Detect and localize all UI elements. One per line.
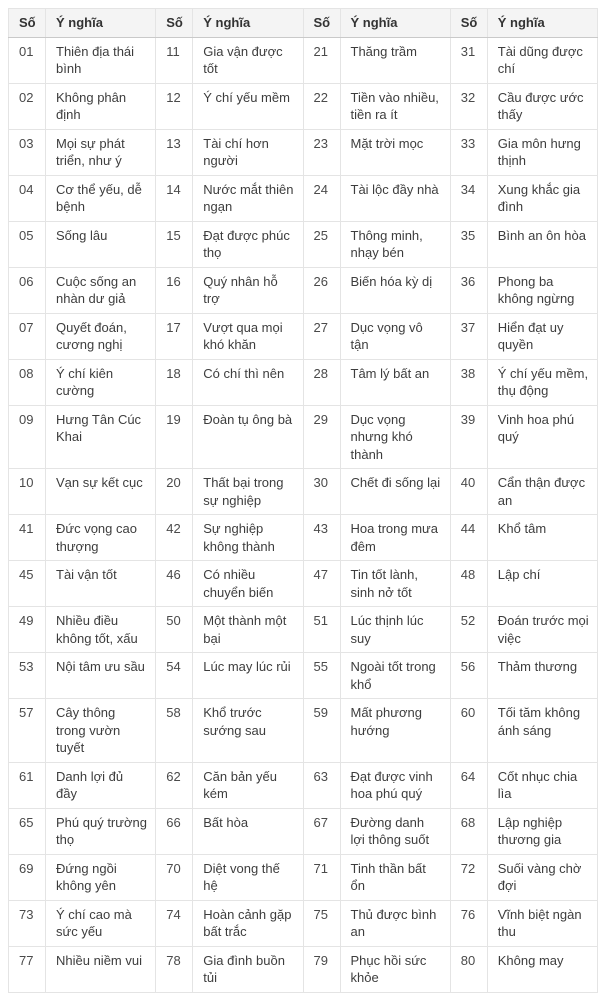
number-cell: 49 [9,607,46,653]
number-cell: 40 [450,469,487,515]
meaning-cell: Tin tốt lành, sinh nở tốt [340,561,450,607]
meaning-cell: Nhiều điều không tốt, xấu [46,607,156,653]
meaning-cell: Lập chí [487,561,597,607]
meaning-cell: Tài dũng được chí [487,37,597,83]
number-cell: 18 [156,359,193,405]
meaning-cell: Mặt trời mọc [340,129,450,175]
meaning-cell: Hiển đạt uy quyền [487,313,597,359]
number-cell: 65 [9,808,46,854]
number-cell: 35 [450,221,487,267]
meaning-cell: Thảm thương [487,653,597,699]
number-cell: 41 [9,515,46,561]
number-cell: 19 [156,405,193,469]
meaning-cell: Hoàn cảnh gặp bất trắc [193,900,303,946]
number-cell: 55 [303,653,340,699]
meaning-cell: Ý chí yếu mềm [193,83,303,129]
number-cell: 67 [303,808,340,854]
number-cell: 77 [9,946,46,992]
meaning-cell: Đạt được vinh hoa phú quý [340,762,450,808]
meaning-cell: Sống lâu [46,221,156,267]
meaning-cell: Vĩnh biệt ngàn thu [487,900,597,946]
meaning-cell: Cơ thể yếu, dễ bệnh [46,175,156,221]
header-cell-meaning: Ý nghĩa [487,9,597,38]
meaning-cell: Ý chí yếu mềm, thụ động [487,359,597,405]
meaning-cell: Nội tâm ưu sầu [46,653,156,699]
number-cell: 57 [9,699,46,763]
meaning-cell: Phục hồi sức khỏe [340,946,450,992]
number-cell: 74 [156,900,193,946]
table-row [9,405,598,469]
table-row [9,469,598,515]
number-cell: 63 [303,762,340,808]
meaning-cell: Đứng ngồi không yên [46,854,156,900]
table-row [9,561,598,607]
meaning-cell: Tài chí hơn người [193,129,303,175]
meaning-cell: Thủ được bình an [340,900,450,946]
number-cell: 66 [156,808,193,854]
meaning-cell: Sự nghiệp không thành [193,515,303,561]
meaning-cell: Lập nghiệp thương gia [487,808,597,854]
table-row [9,313,598,359]
number-cell: 51 [303,607,340,653]
number-cell: 13 [156,129,193,175]
table-row [9,900,598,946]
number-cell: 01 [9,37,46,83]
number-cell: 22 [303,83,340,129]
meaning-cell: Hoa trong mưa đêm [340,515,450,561]
meaning-cell: Dục vọng vô tận [340,313,450,359]
number-cell: 33 [450,129,487,175]
number-cell: 16 [156,267,193,313]
meaning-cell: Đoán trước mọi việc [487,607,597,653]
number-cell: 36 [450,267,487,313]
table-row [9,515,598,561]
number-cell: 79 [303,946,340,992]
number-cell: 68 [450,808,487,854]
number-cell: 14 [156,175,193,221]
meaning-cell: Thất bại trong sự nghiệp [193,469,303,515]
meaning-cell: Vượt qua mọi khó khăn [193,313,303,359]
number-cell: 53 [9,653,46,699]
number-cell: 39 [450,405,487,469]
meaning-cell: Gia môn hưng thịnh [487,129,597,175]
meaning-cell: Mọi sự phát triển, như ý [46,129,156,175]
header-cell-number: Số [9,9,46,38]
header-cell-number: Số [156,9,193,38]
header-cell-meaning: Ý nghĩa [46,9,156,38]
number-cell: 12 [156,83,193,129]
meaning-cell: Biến hóa kỳ dị [340,267,450,313]
number-cell: 21 [303,37,340,83]
number-cell: 24 [303,175,340,221]
meaning-cell: Chết đi sống lại [340,469,450,515]
number-cell: 28 [303,359,340,405]
number-cell: 71 [303,854,340,900]
meaning-cell: Danh lợi đủ đầy [46,762,156,808]
meaning-cell: Cốt nhục chia lìa [487,762,597,808]
header-cell-number: Số [450,9,487,38]
header-row [9,9,598,38]
meaning-cell: Phú quý trường thọ [46,808,156,854]
number-cell: 78 [156,946,193,992]
number-cell: 37 [450,313,487,359]
meaning-cell: Quyết đoán, cương nghị [46,313,156,359]
number-cell: 54 [156,653,193,699]
number-cell: 03 [9,129,46,175]
number-cell: 45 [9,561,46,607]
number-cell: 50 [156,607,193,653]
table-row [9,653,598,699]
number-cell: 76 [450,900,487,946]
number-cell: 70 [156,854,193,900]
number-cell: 69 [9,854,46,900]
number-cell: 07 [9,313,46,359]
number-cell: 59 [303,699,340,763]
meaning-cell: Mất phương hướng [340,699,450,763]
meaning-cell: Tài vận tốt [46,561,156,607]
number-cell: 20 [156,469,193,515]
number-cell: 02 [9,83,46,129]
number-cell: 08 [9,359,46,405]
meaning-cell: Phong ba không ngừng [487,267,597,313]
number-cell: 31 [450,37,487,83]
number-cell: 75 [303,900,340,946]
meaning-cell: Ý chí kiên cường [46,359,156,405]
meaning-cell: Cẩn thận được an [487,469,597,515]
meaning-cell: Gia đình buồn tủi [193,946,303,992]
table-row [9,175,598,221]
meaning-cell: Tài lộc đầy nhà [340,175,450,221]
number-cell: 26 [303,267,340,313]
table-body [9,37,598,992]
number-cell: 43 [303,515,340,561]
number-cell: 09 [9,405,46,469]
meaning-cell: Lúc thịnh lúc suy [340,607,450,653]
meaning-cell: Nhiều niềm vui [46,946,156,992]
meaning-cell: Suối vàng chờ đợi [487,854,597,900]
table-row [9,808,598,854]
number-cell: 23 [303,129,340,175]
number-cell: 17 [156,313,193,359]
meaning-cell: Cây thông trong vườn tuyết [46,699,156,763]
meaning-cell: Bình an ôn hòa [487,221,597,267]
meaning-cell: Đạt được phúc thọ [193,221,303,267]
number-cell: 34 [450,175,487,221]
table-row [9,699,598,763]
meaning-cell: Đoàn tụ ông bà [193,405,303,469]
meaning-cell: Quý nhân hỗ trợ [193,267,303,313]
number-cell: 46 [156,561,193,607]
header-cell-number: Số [303,9,340,38]
number-meanings-table [8,8,598,993]
header-cell-meaning: Ý nghĩa [340,9,450,38]
number-cell: 30 [303,469,340,515]
meaning-cell: Gia vận được tốt [193,37,303,83]
number-cell: 56 [450,653,487,699]
header-cell-meaning: Ý nghĩa [193,9,303,38]
number-cell: 15 [156,221,193,267]
number-cell: 60 [450,699,487,763]
meaning-cell: Ý chí cao mà sức yếu [46,900,156,946]
meaning-cell: Bất hòa [193,808,303,854]
number-cell: 10 [9,469,46,515]
table-row [9,607,598,653]
table-row [9,37,598,83]
meaning-cell: Thiên địa thái bình [46,37,156,83]
meaning-cell: Hưng Tân Cúc Khai [46,405,156,469]
number-cell: 06 [9,267,46,313]
table-row [9,267,598,313]
number-cell: 72 [450,854,487,900]
table-row [9,221,598,267]
number-cell: 32 [450,83,487,129]
meaning-cell: Một thành một bại [193,607,303,653]
number-cell: 29 [303,405,340,469]
meaning-cell: Tinh thần bất ổn [340,854,450,900]
meaning-cell: Ngoài tốt trong khổ [340,653,450,699]
number-cell: 44 [450,515,487,561]
meaning-cell: Xung khắc gia đình [487,175,597,221]
table-row [9,946,598,992]
number-cell: 58 [156,699,193,763]
meaning-cell: Vạn sự kết cục [46,469,156,515]
number-cell: 25 [303,221,340,267]
meaning-cell: Thăng trầm [340,37,450,83]
meaning-cell: Vinh hoa phú quý [487,405,597,469]
meaning-cell: Không phân định [46,83,156,129]
meaning-cell: Căn bản yếu kém [193,762,303,808]
number-cell: 62 [156,762,193,808]
meaning-cell: Cuộc sống an nhàn dư giả [46,267,156,313]
meaning-cell: Diệt vong thế hệ [193,854,303,900]
number-cell: 38 [450,359,487,405]
meaning-cell: Cầu được ước thấy [487,83,597,129]
number-cell: 52 [450,607,487,653]
meaning-cell: Tâm lý bất an [340,359,450,405]
meaning-cell: Tối tăm không ánh sáng [487,699,597,763]
number-cell: 61 [9,762,46,808]
number-cell: 04 [9,175,46,221]
number-cell: 11 [156,37,193,83]
number-cell: 48 [450,561,487,607]
number-cell: 27 [303,313,340,359]
meaning-cell: Đức vọng cao thượng [46,515,156,561]
number-cell: 64 [450,762,487,808]
table-header [9,9,598,38]
meaning-cell: Dục vọng nhưng khó thành [340,405,450,469]
meaning-cell: Lúc may lúc rủi [193,653,303,699]
meaning-cell: Khổ tâm [487,515,597,561]
table-row [9,129,598,175]
table-row [9,854,598,900]
meaning-cell: Không may [487,946,597,992]
meaning-cell: Thông minh, nhạy bén [340,221,450,267]
number-cell: 05 [9,221,46,267]
number-cell: 80 [450,946,487,992]
meaning-cell: Nước mắt thiên ngạn [193,175,303,221]
table-row [9,83,598,129]
number-cell: 73 [9,900,46,946]
table-row [9,762,598,808]
meaning-cell: Có nhiều chuyển biến [193,561,303,607]
table-row [9,359,598,405]
meaning-cell: Có chí thì nên [193,359,303,405]
meaning-cell: Tiền vào nhiều, tiền ra ít [340,83,450,129]
number-cell: 47 [303,561,340,607]
meaning-cell: Đường danh lợi thông suốt [340,808,450,854]
meaning-cell: Khổ trước sướng sau [193,699,303,763]
number-cell: 42 [156,515,193,561]
